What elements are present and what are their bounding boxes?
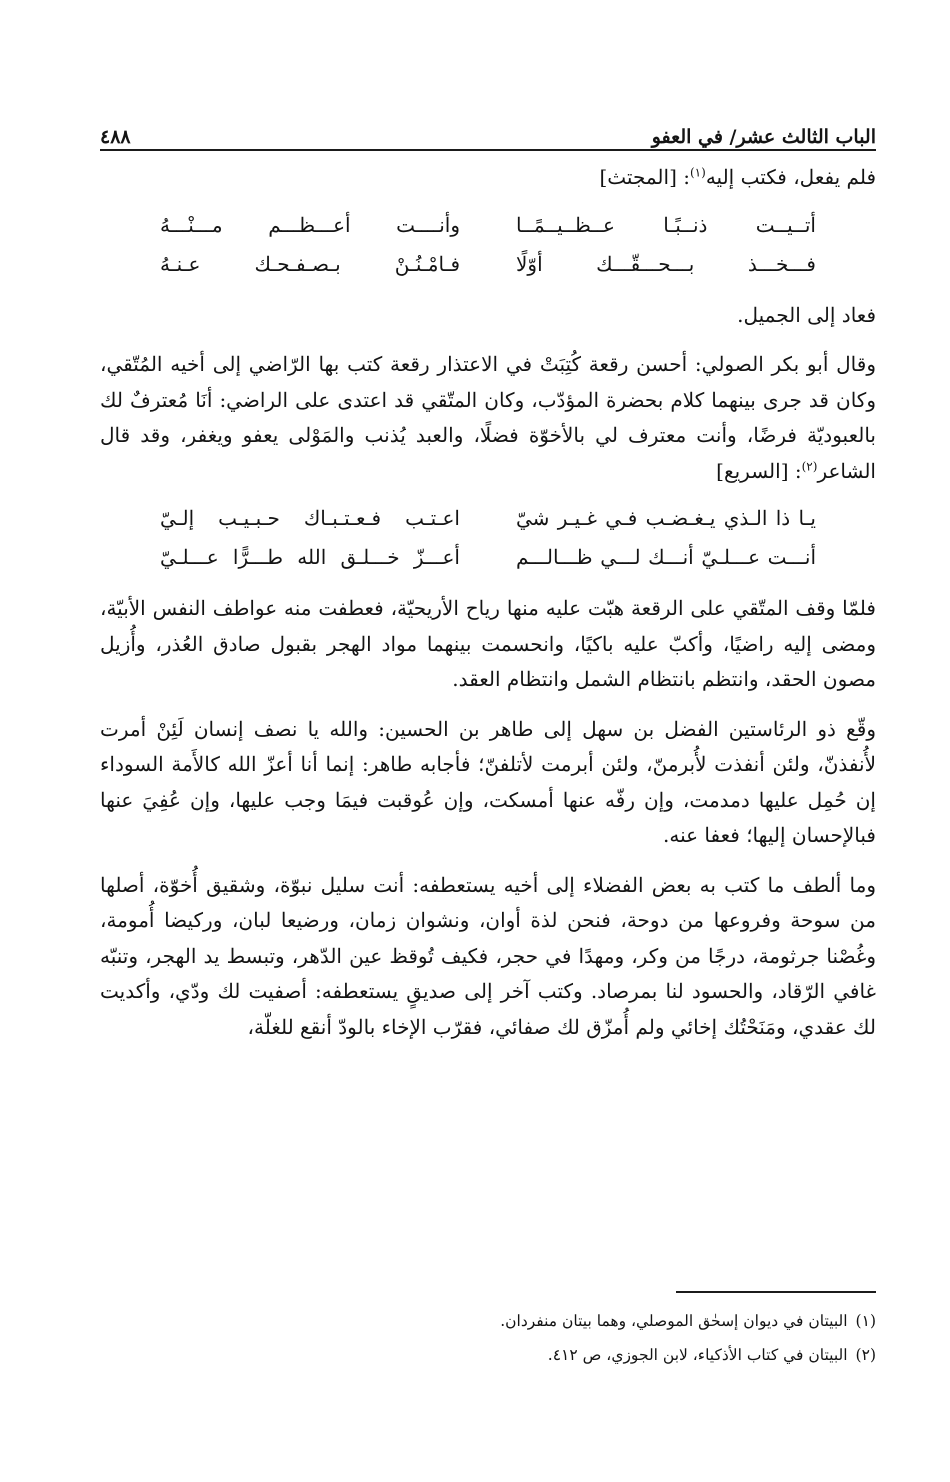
hemistich-left: وأنــــت أعـــظـــم مـــنْـــهُ <box>160 212 460 237</box>
page-header <box>100 108 876 148</box>
meter-label-sari: : [السريع] <box>716 458 802 483</box>
running-head: الباب الثالث عشر/ في العفو <box>651 126 876 148</box>
paragraph-suli <box>100 347 876 489</box>
paragraph-suli-text: وقال أبو بكر الصولي: أحسن رقعة كُتِبَتْ في الاعتذار رقعة كتب بها الرّاضي إلى أخيه المُتّقي، وكان قد جرى بينهما كلام بحضرة المؤدّب، وكان المتّقي قد اعتدى على الراضي: أنَا مُعترفٌ لك بالعبوديّة فرضًا، وأنت معترف لي بالأخوّة فضلًا، والعبد يُذنب والمَوْلى يعفو ويغفر، وقد قال الشاعر <box>100 352 876 483</box>
page-number: ٤٨٨ <box>100 126 131 148</box>
hemistich-right: فـــخـــذ بـــحـــقّـــك أوّلًا <box>516 251 816 276</box>
paragraph-return: فعاد إلى الجميل. <box>737 302 876 327</box>
page-body <box>100 160 876 1055</box>
footnote-ref-2: (٢) <box>801 458 818 473</box>
poem-1 <box>100 206 876 284</box>
footnote-1 <box>100 1304 876 1338</box>
hemistich-left: اعـتـب فـعـتـبـاك حـبـيـب إلـيّ <box>160 506 460 530</box>
paragraph-intro-text: فلم يفعل، فكتب إليه <box>705 165 876 189</box>
footnote-number: (٢) <box>855 1346 876 1364</box>
footnote-text: البيتان في كتاب الأذكياء، لابن الجوزي، ص ٤١٢. <box>547 1346 848 1364</box>
hemistich-left: فـامْـنُـنْ بـصـفـحـك عـنـهُ <box>160 251 460 276</box>
poem-1-verse-1 <box>100 206 876 245</box>
poem-2-verse-1 <box>100 499 876 538</box>
footnotes <box>100 1304 876 1372</box>
paragraph-intro <box>100 160 876 196</box>
footnote-number: (١) <box>855 1312 876 1330</box>
hemistich-right: أنـــت عـــلـيّ أنـــك لـــي ظـــالـــم <box>516 545 816 569</box>
header-rule <box>100 149 876 151</box>
paragraph-dhu-riyasatayn: وقّع ذو الرئاستين الفضل بن سهل إلى طاهر بن الحسين: والله يا نصف إنسان لَئِنْ أمرت لأُنفذنّ، ولئن أنفذت لأُبرمنّ، ولئن أبرمت لأتلفنّ؛ فأجابه طاهر: إنما أنا أعزّ الله كالأَمة السوداء إن حُمِل عليها دمدمت، وإن رفّه عنها أمسكت، وإن عُوقبت فيمَا وجب عليها، وإن عُفِيَ عنها فبالإحسان إليها؛ فعفا عنه. <box>100 716 876 847</box>
hemistich-left: أعـــزّ خـــلـق الله طـــرًّا عـــلـيّ <box>160 545 460 569</box>
footnote-text: البيتان في ديوان إسحٰق الموصلي، وهما بيتان منفردان. <box>500 1312 848 1330</box>
footnote-rule <box>676 1291 876 1293</box>
footnote-ref-1: (١) <box>689 165 706 180</box>
hemistich-right: أتــيــت ذنــبًـا عــظــيــمًــا <box>516 212 816 237</box>
footnote-2 <box>100 1338 876 1372</box>
poem-2-verse-2 <box>100 538 876 577</box>
poem-2 <box>100 499 876 577</box>
hemistich-right: يـا ذا الـذي يـغـضـب فـي غـيـر شيّ <box>516 506 816 530</box>
paragraph-istitaf: وما ألطف ما كتب به بعض الفضلاء إلى أخيه يستعطفه: أنت سليل نبوّة، وشقيق أُخوّة، أصلها من سوحة وفروعها من دوحة، فنحن لذة أوان، ونشوان زمان، ورضيعا لبان، وركيضا أُمومة، وغُصْنا جرثومة، درجًا من وكر، ومهدًا في حجر، فكيف تُوقظ عين الدّهر، وتبسط يد الهجر، وتنبّه غافي الرّقاد، والحسود لنا بمرصاد. وكتب آخر إلى صديقٍ يستعطفه: أصفيت لك ودّي، وأكديت لك عقدي، ومَنَحْتُك إخائي ولم أُمزّق لك صفائي، فقرّب الإخاء بالودّ أنقع للغلّة، <box>100 872 876 1039</box>
paragraph-muttaqi: فلمّا وقف المتّقي على الرقعة هبّت عليه منها رياح الأريحيّة، فعطفت منه عواطف النفس الأبيّة، ومضى إليه راضيًا، وأكبّ عليه باكيًا، وانحسمت بينهما مواد الهجر بقبول صادق العُذر، وأُزيل مصون الحقد، وانتظم بانتظام الشمل وانتظام العقد. <box>100 596 876 691</box>
poem-1-verse-2 <box>100 245 876 284</box>
meter-label-mujtath: : [المجتث] <box>599 165 690 189</box>
